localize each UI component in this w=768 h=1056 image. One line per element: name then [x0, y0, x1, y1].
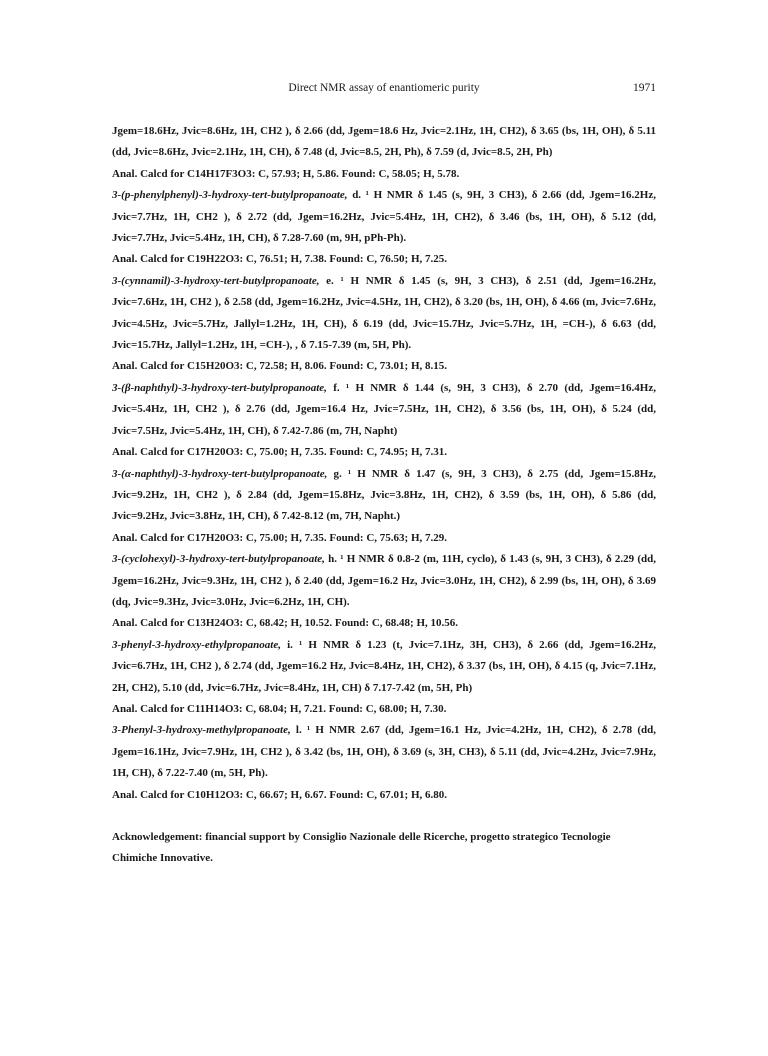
nmr-data: h. ¹ H NMR δ 0.8-2 (m, 11H, cyclo), δ 1.43 (s, 9H, 3 CH3), δ 2.29 (dd, Jgem=16.2Hz, Jvic=9.3Hz, 1H, CH2 ), δ 2.40 (dd, Jgem=16.2 Hz, Jvic=3.0Hz, 1H, CH2), δ 2.99 (bs, 1H, OH), δ 3.69 (dq, Jvic=9.3Hz, Jvic=3.0Hz, Jvic=6.2Hz, 1H, CH).	[112, 553, 657, 608]
compound-entry	[112, 271, 656, 357]
compound-entry	[112, 635, 656, 699]
compound-entry	[112, 378, 656, 442]
nmr-data: e. ¹ H NMR δ 1.45 (s, 9H, 3 CH3), δ 2.51 (dd, Jgem=16.2Hz, Jvic=7.6Hz, 1H, CH2 ), δ 2.58 (dd, Jgem=16.2Hz, Jvic=4.5Hz, 1H, CH2), δ 3.20 (bs, 1H, OH), δ 4.66 (m, Jvic=7.6Hz, Jvic=4.5Hz, Jvic=5.7Hz, Jallyl=1.2Hz, 1H, CH), δ 6.19 (dd, Jvic=15.7Hz, Jvic=5.7Hz, 1H, =CH-), δ 6.63 (dd, Jvic=15.7Hz, Jallyl=1.2Hz, 1H, =CH-), , δ 7.15-7.39 (m, 5H, Ph).	[112, 274, 656, 352]
compound-name: 3-(cyclohexyl)-3-hydroxy-tert-butylpropanoate,	[112, 553, 329, 566]
compound-name: 3-phenyl-3-hydroxy-ethylpropanoate,	[112, 638, 288, 651]
nmr-data: l. ¹ H NMR 2.67 (dd, Jgem=16.1 Hz, Jvic=4.2Hz, 1H, CH2), δ 2.78 (dd, Jgem=16.1Hz, Jvic=7.9Hz, 1H, CH2 ), δ 3.42 (bs, 1H, OH), δ 3.69 (s, 3H, CH3), δ 5.11 (dd, Jvic=4.2Hz, Jvic=7.9Hz, 1H, CH), δ 7.22-7.40 (m, 5H, Ph).	[112, 724, 656, 780]
compound-entry	[112, 720, 656, 784]
elemental-analysis: Anal. Calcd for C19H22O3: C, 76.51; H, 7.38. Found: C, 76.50; H, 7.25.	[112, 253, 447, 266]
experimental-data	[112, 121, 656, 806]
elemental-analysis: Anal. Calcd for C13H24O3: C, 68.42; H, 10.52. Found: C, 68.48; H, 10.56.	[112, 617, 458, 630]
running-head	[112, 78, 656, 100]
compound-name: 3-(β-naphthyl)-3-hydroxy-tert-butylpropanoate,	[112, 381, 334, 394]
compound-entry	[112, 464, 656, 528]
acknowledgement	[112, 827, 656, 870]
nmr-data: g. ¹ H NMR δ 1.47 (s, 9H, 3 CH3), δ 2.75 (dd, Jgem=15.8Hz, Jvic=9.2Hz, 1H, CH2 ), δ 2.84 (dd, Jgem=15.8Hz, Jvic=3.8Hz, 1H, CH2), δ 3.59 (bs, 1H, OH), δ 5.86 (dd, Jvic=9.2Hz, Jvic=3.8Hz, 1H, CH), δ 7.42-8.12 (m, 7H, Napht.)	[112, 467, 656, 523]
acknowledgement-text: financial support by Consiglio Nazionale delle Ricerche, progetto strategico Tecnologie Chimiche Innovative.	[112, 831, 611, 865]
running-title: Direct NMR assay of enantiomeric purity	[288, 82, 480, 94]
nmr-data: i. ¹ H NMR δ 1.23 (t, Jvic=7.1Hz, 3H, CH3), δ 2.66 (dd, Jgem=16.2Hz, Jvic=6.7Hz, 1H, CH2 ), δ 2.74 (dd, Jgem=16.2 Hz, Jvic=8.4Hz, 1H, CH2), δ 3.37 (bs, 1H, OH), δ 4.15 (q, Jvic=7.1Hz, 2H, CH2), 5.10 (dd, Jvic=6.7Hz, Jvic=8.4Hz, 1H, CH) δ 7.17-7.42 (m, 5H, Ph)	[112, 638, 657, 694]
compound-name: 3-(α-naphthyl)-3-hydroxy-tert-butylpropanoate,	[112, 467, 334, 480]
nmr-data: Jgem=18.6Hz, Jvic=8.6Hz, 1H, CH2 ), δ 2.66 (dd, Jgem=18.6 Hz, Jvic=2.1Hz, 1H, CH2), δ 3.65 (bs, 1H, OH), δ 5.11 (dd, Jvic=8.6Hz, Jvic=2.1Hz, 1H, CH), δ 7.48 (d, Jvic=8.5, 2H, Ph), δ 7.59 (d, Jvic=8.5, 2H, Ph)	[112, 125, 656, 159]
nmr-data: d. ¹ H NMR δ 1.45 (s, 9H, 3 CH3), δ 2.66 (dd, Jgem=16.2Hz, Jvic=7.7Hz, 1H, CH2 ), δ 2.72 (dd, Jgem=16.2Hz, Jvic=5.4Hz, 1H, CH2), δ 3.46 (bs, 1H, OH), δ 5.12 (dd, Jvic=7.7Hz, Jvic=5.4Hz, 1H, CH), δ 7.28-7.60 (m, 9H, pPh-Ph).	[112, 189, 656, 245]
acknowledgement-label: Acknowledgement:	[112, 831, 203, 843]
elemental-analysis: Anal. Calcd for C15H20O3: C, 72.58; H, 8.06. Found: C, 73.01; H, 8.15.	[112, 360, 447, 373]
compound-name: 3-(cynnamil)-3-hydroxy-tert-butylpropanoate,	[112, 274, 327, 287]
compound-name: 3-(p-phenylphenyl)-3-hydroxy-tert-butylpropanoate,	[112, 189, 353, 202]
compound-entry	[112, 185, 656, 249]
journal-page	[112, 78, 656, 870]
elemental-analysis: Anal. Calcd for C14H17F3O3: C, 57.93; H, 5.86. Found: C, 58.05; H, 5.78.	[112, 167, 460, 180]
elemental-analysis: Anal. Calcd for C17H20O3: C, 75.00; H, 7.35. Found: C, 75.63; H, 7.29.	[112, 531, 447, 544]
page-number: 1971	[633, 82, 656, 94]
elemental-analysis: Anal. Calcd for C11H14O3: C, 68.04; H, 7.21. Found: C, 68.00; H, 7.30.	[112, 702, 447, 715]
compound-entry	[112, 121, 656, 164]
elemental-analysis: Anal. Calcd for C17H20O3: C, 75.00; H, 7.35. Found: C, 74.95; H, 7.31.	[112, 446, 447, 459]
compound-name: 3-Phenyl-3-hydroxy-methylpropanoate,	[112, 724, 296, 737]
nmr-data: f. ¹ H NMR δ 1.44 (s, 9H, 3 CH3), δ 2.70 (dd, Jgem=16.4Hz, Jvic=5.4Hz, 1H, CH2 ), δ 2.76 (dd, Jgem=16.4 Hz, Jvic=7.5Hz, 1H, CH2), δ 3.56 (bs, 1H, OH), δ 5.24 (dd, Jvic=7.5Hz, Jvic=5.4Hz, 1H, CH), δ 7.42-7.86 (m, 7H, Napht)	[112, 381, 656, 437]
elemental-analysis: Anal. Calcd for C10H12O3: C, 66.67; H, 6.67. Found: C, 67.01; H, 6.80.	[112, 788, 447, 801]
compound-entry	[112, 549, 656, 613]
